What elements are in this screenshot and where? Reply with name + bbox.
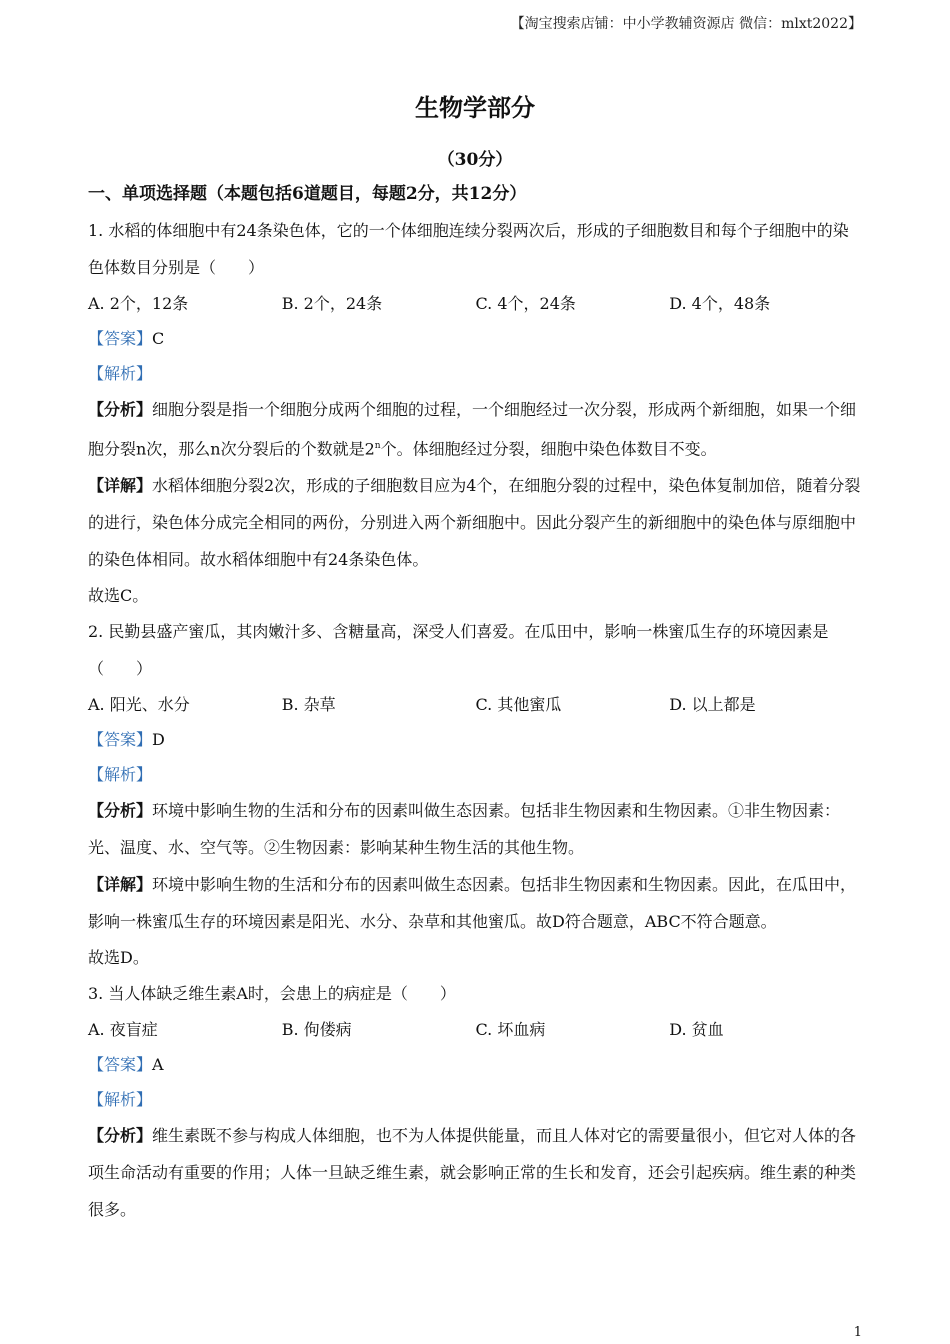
option-b: B. 2个，24条 — [281, 294, 383, 313]
option-c: C. 其他蜜瓜 — [475, 695, 562, 715]
question-3-answer — [88, 1047, 863, 1082]
question-1-xiangjie — [88, 467, 863, 578]
document-body — [88, 177, 863, 1228]
fenxi-tag: 【分析】 — [88, 1126, 153, 1146]
fenxi-text-end: 个。体细胞经过分裂，细胞中染色体数目不变。 — [380, 439, 717, 459]
option-d: D. 贫血 — [669, 1020, 724, 1040]
question-1-options — [88, 286, 863, 321]
page-number: 1 — [853, 1325, 862, 1340]
fenxi-tag: 【分析】 — [88, 801, 153, 821]
question-1-answer — [88, 321, 863, 356]
fenxi-text: 维生素既不参与构成人体细胞，也不为人体提供能量，而且人体对它的需要量很小，但它对人体的各项生命活动有重要的作用；人体一旦缺乏维生素，就会影响正常的生长和发育，还会引起疾病。维生素的种类很多。 — [88, 1126, 857, 1220]
fenxi-tag: 【分析】 — [88, 400, 153, 419]
answer-tag: 【答案】 — [88, 730, 153, 750]
score-subtitle: （30分） — [437, 150, 513, 170]
header-note: 【淘宝搜索店铺：中小学教辅资源店 微信：mlxt2022】 — [510, 16, 862, 32]
fenxi-text: 环境中影响生物的生活和分布的因素叫做生态因素。包括非生物因素和生物因素。①非生物因素：光、温度、水、空气等。②生物因素：影响某种生物生活的其他生物。 — [88, 801, 841, 858]
option-c: C. 4个，24条 — [475, 294, 576, 313]
page-title: 生物学部分 — [415, 93, 535, 122]
question-3-stem: 3. 当人体缺乏维生素A时，会患上的病症是（ ） — [88, 984, 456, 1004]
question-2-conclusion: 故选D。 — [88, 948, 149, 968]
fenxi-superscript: n — [374, 441, 381, 451]
question-3-fenxi — [88, 1117, 863, 1228]
xiangjie-text: 水稻体细胞分裂2次，形成的子细胞数目应为4个，在细胞分裂的过程中，染色体复制加倍，随着分裂的进行，染色体分成完全相同的两份，分别进入两个新细胞中。因此分裂产生的新细胞中的染色体与原细胞中的染色体相同。故水稻体细胞中有24条染色体。 — [88, 476, 861, 570]
xiangjie-tag: 【详解】 — [88, 875, 153, 895]
option-a: A. 夜盲症 — [88, 1020, 158, 1040]
option-b: B. 杂草 — [281, 695, 336, 715]
question-2-fenxi — [88, 792, 863, 866]
analysis-tag: 【解析】 — [88, 1090, 153, 1110]
answer-tag: 【答案】 — [88, 1055, 153, 1075]
question-2-answer — [88, 722, 863, 757]
answer-tag: 【答案】 — [88, 329, 153, 348]
option-a: A. 2个，12条 — [88, 294, 189, 313]
xiangjie-tag: 【详解】 — [88, 476, 153, 496]
question-3-options — [88, 1012, 863, 1047]
section-heading: 一、单项选择题（本题包括6道题目，每题2分，共12分） — [88, 184, 527, 204]
answer-value: D — [152, 730, 165, 750]
xiangjie-text: 环境中影响生物的生活和分布的因素叫做生态因素。包括非生物因素和生物因素。因此，在瓜田中，影响一株蜜瓜生存的环境因素是阳光、水分、杂草和其他蜜瓜。故D符合题意，ABC不符合题意。 — [88, 875, 857, 932]
answer-value: C — [152, 329, 165, 348]
option-a: A. 阳光、水分 — [88, 695, 190, 715]
question-1-stem: 1. 水稻的体细胞中有24条染色体，它的一个体细胞连续分裂两次后，形成的子细胞数目和每个子细胞中的染色体数目分别是（ ） — [88, 221, 849, 277]
option-b: B. 佝偻病 — [281, 1020, 352, 1040]
option-c: C. 坏血病 — [475, 1020, 546, 1040]
question-1-conclusion: 故选C。 — [88, 586, 149, 606]
question-1-fenxi — [88, 391, 863, 467]
question-2-options — [88, 687, 863, 722]
fenxi-text: 细胞分裂是指一个细胞分成两个细胞的过程，一个细胞经过一次分裂，形成两个新细胞，如果一个细胞分裂n次，那么n次分裂后的个数就是2 — [88, 400, 857, 459]
analysis-tag: 【解析】 — [88, 765, 153, 785]
option-d: D. 4个，48条 — [669, 294, 771, 313]
question-2-stem: 2. 民勤县盛产蜜瓜，其肉嫩汁多、含糖量高，深受人们喜爱。在瓜田中，影响一株蜜瓜生存的环境因素是（ ） — [88, 622, 829, 679]
analysis-tag: 【解析】 — [88, 364, 153, 383]
answer-value: A — [152, 1055, 164, 1075]
option-d: D. 以上都是 — [669, 695, 756, 715]
question-2-xiangjie — [88, 866, 863, 940]
